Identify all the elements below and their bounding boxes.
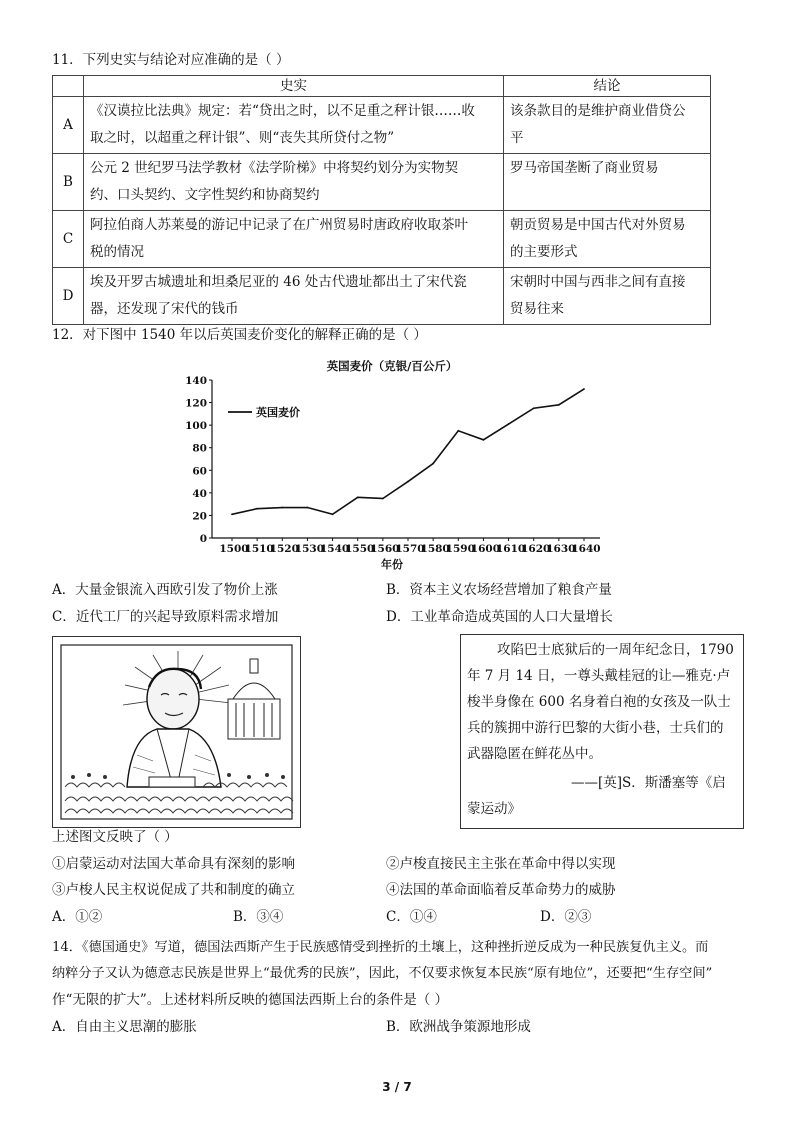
q14-line-3: 作“无限的扩大”。上述材料所反映的德国法西斯上台的条件是（ ） [52, 992, 449, 1008]
data-point [382, 498, 384, 500]
quote-box [460, 634, 744, 829]
quote-line: 攻陷巴士底狱后的一周年纪念日，1790 [497, 642, 734, 658]
page-number: 3 / 7 [382, 1080, 412, 1094]
x-tick-label: 1600 [470, 543, 501, 555]
row-conclusion: 朝贡贸易是中国古代对外贸易 的主要形式 [504, 211, 711, 268]
header-conclusion: 结论 [504, 76, 711, 97]
row-conclusion: 该条款目的是维护商业借贷公 平 [504, 97, 711, 154]
quote-source: ——[英]S．斯潘塞等《启 [571, 775, 726, 791]
quote-source-cont: 蒙运动》 [467, 801, 521, 817]
q12-stem: 12．对下图中 1540 年以后英国麦价变化的解释正确的是（ ） [52, 327, 427, 343]
q12-option-d: D．工业革命造成英国的人口大量增长 [386, 609, 613, 625]
x-tick-label: 1570 [395, 543, 425, 555]
data-point [332, 513, 334, 515]
row-fact: 《汉谟拉比法典》规定：若“贷出之时，以不足重之秤计银……收 取之时，以超重之秤计银”、则“丧失其所贷付之物” [84, 97, 504, 154]
x-tick-label: 1550 [345, 543, 375, 555]
data-point [533, 407, 535, 409]
row-label: D [53, 268, 84, 325]
y-tick-label: 40 [192, 487, 207, 500]
q13-option-b: B．③④ [233, 909, 284, 925]
table-row [53, 268, 711, 325]
q13-item-2: ②卢梭直接民主主张在革命中得以实现 [386, 856, 616, 872]
data-point [307, 507, 309, 509]
x-axis-label: 年份 [381, 558, 403, 571]
x-tick-label: 1620 [521, 543, 551, 555]
x-tick-label: 1610 [495, 543, 526, 555]
row-conclusion: 宋朝时中国与西非之间有直接 贸易往来 [504, 268, 711, 325]
x-tick-label: 1530 [294, 543, 325, 555]
data-point [407, 481, 409, 483]
wheat-price-chart [180, 350, 650, 575]
legend-label: 英国麦价 [256, 406, 300, 419]
row-label: A [53, 97, 84, 154]
q12-option-a: A．大量金银流入西欧引发了物价上涨 [52, 582, 278, 598]
header-fact: 史实 [84, 76, 504, 97]
row-conclusion: 罗马帝国垄断了商业贸易 [504, 154, 711, 211]
q12-option-c: C．近代工厂的兴起导致原料需求增加 [52, 609, 279, 625]
q13-item-4: ④法国的革命面临着反革命势力的威胁 [386, 882, 616, 898]
q12-option-b: B．资本主义农场经营增加了粮食产量 [386, 582, 612, 598]
q14-line-2: 纳粹分子又认为德意志民族是世界上“最优秀的民族”，因此，不仅要求恢复本民族“原有地位”，还要把“生存空间” [52, 966, 713, 981]
data-point [231, 513, 233, 515]
q11-table [52, 75, 711, 325]
data-point [508, 423, 510, 425]
q13-item-1: ①启蒙运动对法国大革命具有深刻的影响 [52, 856, 295, 872]
rousseau-bust-engraving [52, 636, 301, 828]
q11-stem: 11．下列史实与结论对应准确的是（ ） [52, 52, 290, 68]
y-tick-label: 120 [185, 397, 207, 410]
table-row [53, 97, 711, 154]
quote-line: 年 7 月 14 日，一尊头戴桂冠的让—雅克·卢 [467, 668, 731, 684]
x-tick-label: 1640 [571, 543, 601, 555]
x-tick-label: 1630 [546, 543, 576, 555]
data-point [457, 430, 459, 432]
y-tick-label: 80 [192, 442, 207, 455]
table-header-row [53, 76, 711, 97]
table-row [53, 211, 711, 268]
row-fact: 公元 2 世纪罗马法学教材《法学阶梯》中将契约划分为实物契 约、口头契约、文字性契约和协商契约 [84, 154, 504, 211]
chart-title: 英国麦价（克银/百公斤） [326, 359, 458, 373]
row-fact: 阿拉伯商人苏莱曼的游记中记录了在广州贸易时唐政府收取茶叶 税的情况 [84, 211, 504, 268]
y-tick-label: 140 [185, 375, 207, 387]
data-point [256, 508, 258, 510]
row-label: C [53, 211, 84, 268]
q13-option-d: D．②③ [540, 909, 592, 925]
q13-item-3: ③卢梭人民主权说促成了共和制度的确立 [52, 882, 295, 898]
data-point [583, 388, 585, 390]
quote-line: 武器隐匿在鲜花丛中。 [467, 746, 602, 762]
quote-line: 兵的簇拥中游行巴黎的大街小巷，士兵们的 [467, 720, 724, 736]
q13-option-c: C．①④ [386, 909, 437, 925]
data-point [357, 496, 359, 498]
data-point [558, 404, 560, 406]
data-point [432, 463, 434, 465]
x-tick-label: 1500 [219, 543, 249, 555]
x-tick-label: 1510 [244, 543, 274, 555]
y-tick-label: 60 [192, 465, 207, 478]
x-tick-label: 1540 [319, 543, 350, 555]
q14-option-a: A．自由主义思潮的膨胀 [52, 1019, 197, 1035]
x-tick-label: 1560 [370, 543, 400, 555]
header-blank [53, 76, 84, 97]
q14-option-b: B．欧洲战争策源地形成 [386, 1019, 531, 1035]
y-tick-label: 100 [185, 420, 207, 433]
engraving-drawing [53, 637, 300, 827]
row-label: B [53, 154, 84, 211]
table-row [53, 154, 711, 211]
q14-line-1: 14．《德国通史》写道，德国法西斯产生于民族感情受到挫折的土壤上，这种挫折逆反成为一种民族复仇主义。而 [52, 940, 709, 955]
x-tick-label: 1520 [269, 543, 299, 555]
x-tick-label: 1580 [420, 543, 450, 555]
row-fact: 埃及开罗古城遗址和坦桑尼亚的 46 处古代遗址都出土了宋代瓷 器，还发现了宋代的钱币 [84, 268, 504, 325]
y-tick-label: 0 [199, 533, 207, 545]
data-point [483, 439, 485, 441]
q13-option-a: A．①② [52, 909, 103, 925]
x-tick-label: 1590 [445, 543, 475, 555]
quote-line: 梭半身像在 600 名身着白袍的女孩及一队士 [467, 694, 731, 710]
y-tick-label: 20 [192, 510, 207, 523]
q13-stem: 上述图文反映了（ ） [52, 829, 178, 845]
data-point [281, 507, 283, 509]
